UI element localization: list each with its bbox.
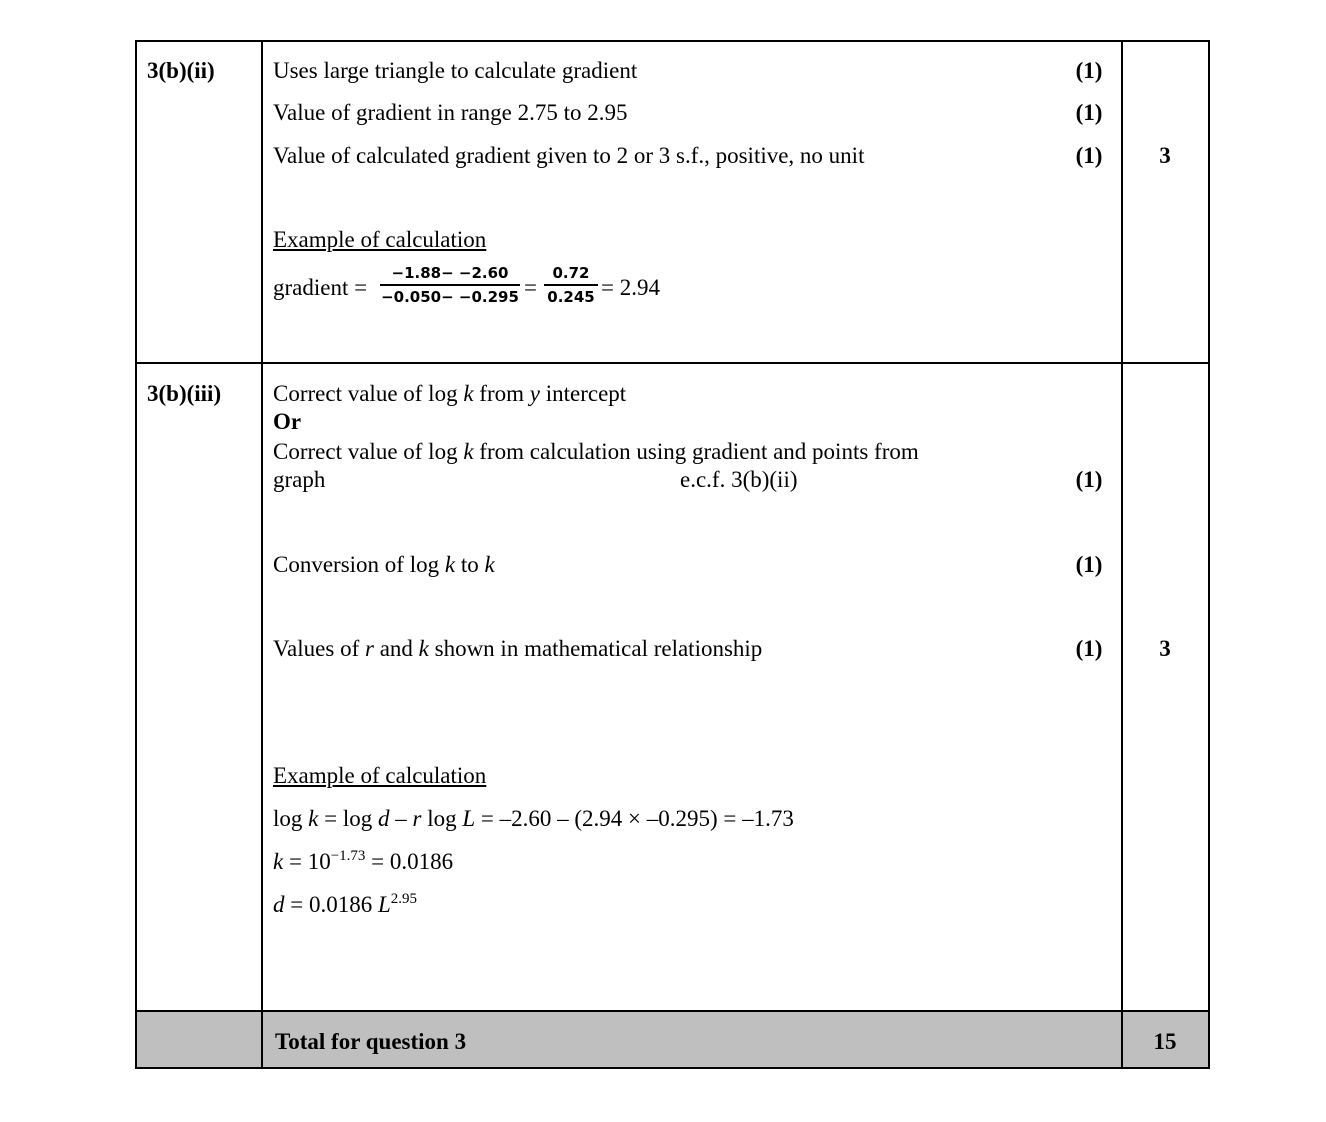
criterion-text: Conversion of log k to k	[273, 552, 495, 577]
example-line: d = 0.0186 $L^{2.95}$	[273, 891, 418, 917]
fraction-denominator: −0.050− −0.295	[381, 287, 519, 306]
fraction-numerator: −1.88− −2.60	[391, 264, 509, 282]
example-heading: Example of calculation	[273, 227, 487, 252]
fraction-denominator: 0.245	[547, 287, 595, 306]
criterion-text: Values of r and k shown in mathematical relationship	[273, 636, 763, 661]
criterion-text: Uses large triangle to calculate gradient	[273, 58, 638, 83]
fraction-bar	[544, 284, 598, 286]
question-total: 3	[1159, 636, 1171, 661]
criterion-mark: (1)	[1075, 467, 1103, 492]
question-number: 3(b)(ii)	[147, 58, 215, 83]
criterion-text: graph	[273, 467, 326, 492]
criterion-mark: (1)	[1075, 58, 1103, 83]
column-divider	[1121, 42, 1123, 1067]
example-line: log k = log d – r log L = –2.60 – (2.94 × –0.295) = –1.73	[273, 806, 794, 831]
gradient-fraction-1	[380, 264, 520, 306]
criterion-text: Correct value of log k from y intercept	[273, 381, 627, 406]
or-label: Or	[273, 409, 302, 434]
mark-scheme-table	[135, 40, 1210, 1069]
column-divider	[261, 42, 263, 1067]
fraction-bar	[380, 284, 520, 286]
question-total: 3	[1159, 143, 1171, 168]
criterion-text: Value of gradient in range 2.75 to 2.95	[273, 100, 628, 125]
total-label: Total for question 3	[275, 1029, 467, 1054]
example-heading: Example of calculation	[273, 763, 487, 788]
criterion-text: Correct value of log k from calculation using gradient and points from	[273, 439, 919, 464]
row-divider	[137, 362, 1208, 364]
gradient-fraction-2	[544, 264, 598, 306]
gradient-lhs: gradient =	[273, 275, 368, 300]
fraction-numerator: 0.72	[552, 264, 590, 282]
ecf-note: e.c.f. 3(b)(ii)	[680, 467, 798, 492]
criterion-mark: (1)	[1075, 100, 1103, 125]
question-number: 3(b)(iii)	[147, 381, 222, 406]
example-line: $k = 10^{-1.73} = 0.0186$	[273, 848, 454, 874]
gradient-result: = 2.94	[601, 275, 660, 300]
equals-sign: =	[524, 275, 537, 300]
grand-total: 15	[1153, 1029, 1177, 1054]
criterion-text: Value of calculated gradient given to 2 or 3 s.f., positive, no unit	[273, 143, 865, 168]
criterion-mark: (1)	[1075, 636, 1103, 661]
row-divider	[137, 1010, 1208, 1012]
criterion-mark: (1)	[1075, 552, 1103, 577]
criterion-mark: (1)	[1075, 143, 1103, 168]
